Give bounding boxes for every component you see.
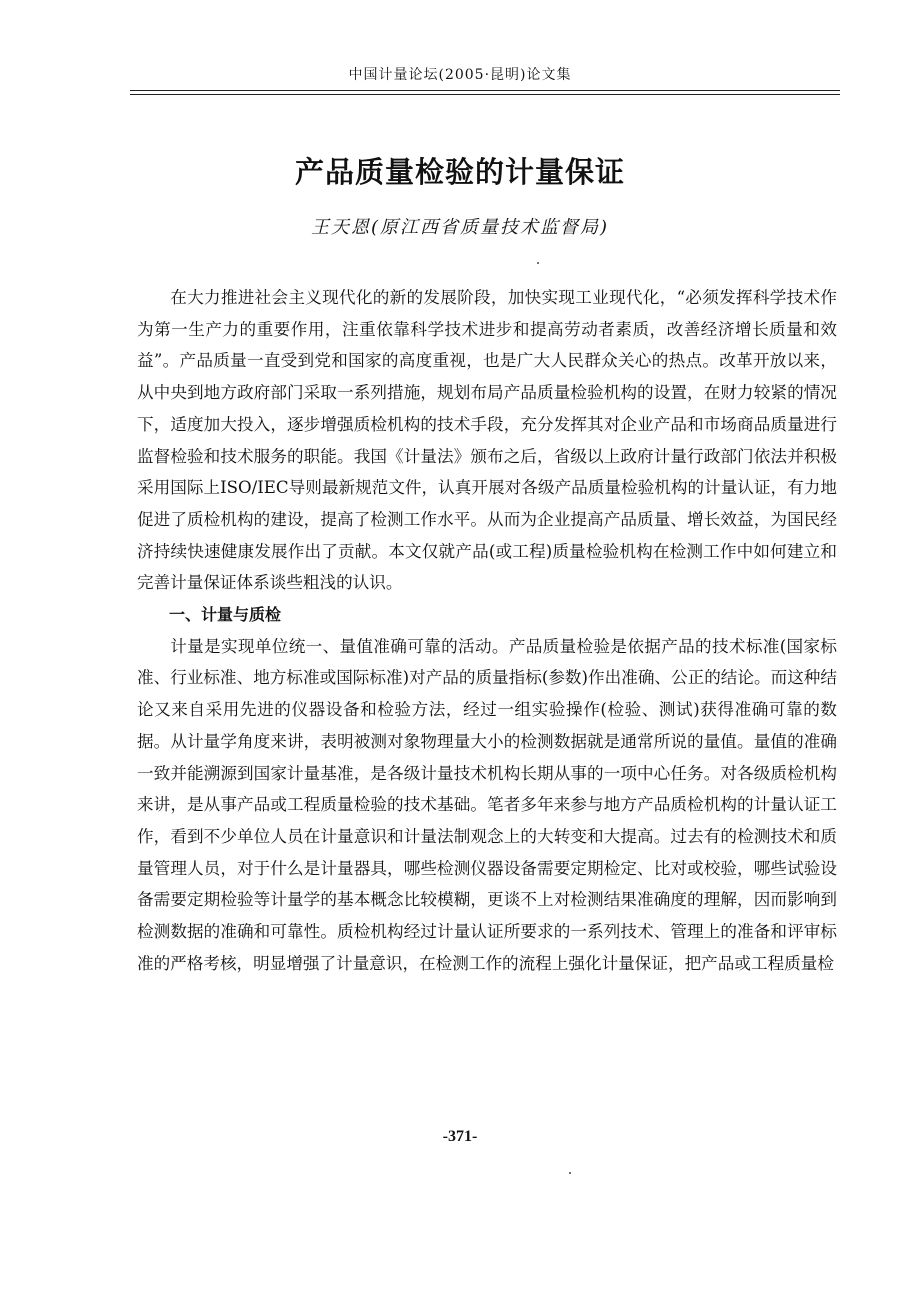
header-rule: [130, 90, 840, 91]
section-heading-1: 一、计量与质检: [169, 605, 282, 625]
header-rule-second: [130, 94, 840, 95]
article-body: [137, 282, 837, 979]
scan-speck: [537, 262, 539, 264]
scan-speck-bottom: [569, 1172, 571, 1174]
article-author: 王天恩(原江西省质量技术监督局): [310, 217, 610, 238]
page-number: -371-: [442, 1128, 478, 1145]
intro-paragraph: 在大力推进社会主义现代化的新的发展阶段，加快实现工业现代化，“必须发挥科学技术作为第一生产力的重要作用，注重依靠科学技术进步和提高劳动者素质，改善经济增长质量和效益”。产品质量一直受到党和国家的高度重视，也是广大人民群众关心的热点。改革开放以来，从中央到地方政府部门采取一系列措施，规划布局产品质量检验机构的设置，在财力较紧的情况下，适度加大投入，逐步增强质检机构的技术手段，充分发挥其对企业产品和市场商品质量进行监督检验和技术服务的职能。我国《计量法》颁布之后，省级以上政府计量行政部门依法并积极采用国际上ISO/IEC导则最新规范文件，认真开展对各级产品质量检验机构的计量认证，有力地促进了质检机构的建设，提高了检测工作水平。从而为企业提高产品质量、增长效益，为国民经济持续快速健康发展作出了贡献。本文仅就产品(或工程)质量检验机构在检测工作中如何建立和完善计量保证体系谈些粗浅的认识。: [137, 288, 837, 593]
section-1-paragraph: 计量是实现单位统一、量值准确可靠的活动。产品质量检验是依据产品的技术标准(国家标准、行业标准、地方标准或国际标准)对产品的质量指标(参数)作出准确、公正的结论。而这种结论又来自采用先进的仪器设备和检验方法，经过一组实验操作(检验、测试)获得准确可靠的数据。从计量学角度来讲，表明被测对象物理量大小的检测数据就是通常所说的量值。量值的准确一致并能溯源到国家计量基准，是各级计量技术机构长期从事的一项中心任务。对各级质检机构来讲，是从事产品或工程质量检验的技术基础。笔者多年来参与地方产品质检机构的计量认证工作，看到不少单位人员在计量意识和计量法制观念上的大转变和大提高。过去有的检测技术和质量管理人员，对于什么是计量器具，哪些检测仪器设备需要定期检定、比对或校验，哪些试验设备需要定期检验等计量学的基本概念比较模糊，更谈不上对检测结果准确度的理解，因而影响到检测数据的准确和可靠性。质检机构经过计量认证所要求的一系列技术、管理上的准备和评审标准的严格考核，明显增强了计量意识，在检测工作的流程上强化计量保证，把产品或工程质量检: [137, 636, 837, 973]
article-title: 产品质量检验的计量保证: [294, 155, 625, 189]
running-header: 中国计量论坛(2005·昆明)论文集: [348, 67, 572, 83]
